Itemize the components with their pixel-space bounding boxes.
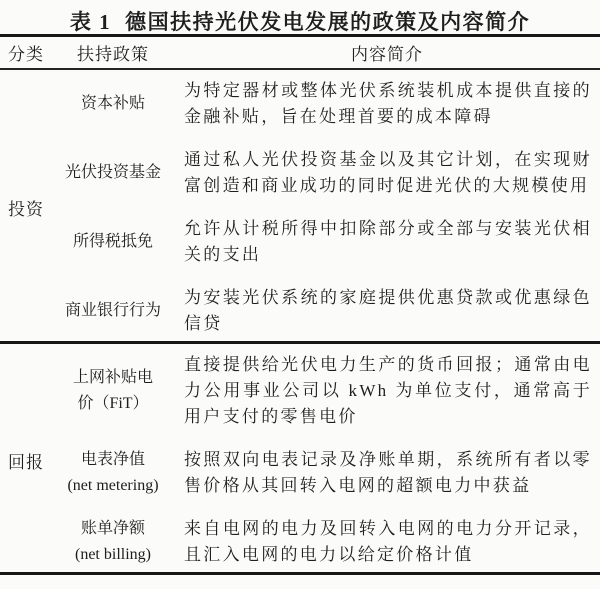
- table-title: [0, 0, 600, 32]
- category-cell: 回报: [8, 452, 44, 472]
- section-investment: [0, 70, 600, 341]
- description-cell: 通过私人光伏投资基金以及其它计划，在实现财富创造和商业成功的同时促进光伏的大规模使用: [184, 150, 592, 195]
- policy-cell: [52, 365, 174, 417]
- description-cell: 为特定器材或整体光伏系统装机成本提供直接的金融补贴，旨在处理首要的成本障碍: [184, 81, 592, 126]
- description-cell: 按照双向电表记录及净账单期，系统所有者以零售价格从其回转入电网的超额电力中获益: [184, 450, 592, 495]
- policy-label: 价（FiT）: [77, 395, 149, 412]
- table-row: [52, 147, 600, 199]
- table-number: 表 1: [69, 10, 112, 34]
- bottom-rule: [0, 572, 600, 575]
- table-row: [52, 285, 600, 337]
- table-caption: 德国扶持光伏发电发展的政策及内容简介: [125, 10, 531, 34]
- policy-label: 电表净值: [80, 451, 145, 468]
- policy-label: 上网补贴电: [72, 369, 153, 386]
- policy-cell: [52, 229, 174, 255]
- policy-label: 商业银行行为: [64, 302, 161, 319]
- policy-cell: [52, 447, 174, 499]
- policy-cell: [52, 160, 174, 186]
- table-row: [52, 516, 600, 568]
- category-cell: 投资: [8, 200, 44, 219]
- table-row: [52, 216, 600, 268]
- section-rows: [52, 78, 600, 337]
- section-rows: [52, 352, 600, 568]
- table-row: [52, 78, 600, 130]
- policy-label: (net metering): [67, 477, 159, 494]
- header-policy: 扶持政策: [77, 45, 149, 64]
- policy-cell: [52, 91, 174, 117]
- section-returns: [0, 344, 600, 572]
- policy-label: 资本补贴: [80, 95, 145, 112]
- description-cell: 来自电网的电力及回转入电网的电力分开记录，且汇入电网的电力以给定价格计值: [184, 519, 592, 564]
- description-cell: 直接提供给光伏电力生产的货币回报；通常由电力公用事业公司以 kWh 为单位支付，通常高于用户支付的零售电价: [184, 355, 592, 426]
- table-row: [52, 447, 600, 499]
- header-description: 内容简介: [351, 45, 423, 64]
- policy-cell: [52, 516, 174, 568]
- policy-cell: [52, 298, 174, 324]
- description-cell: 允许从计税所得中扣除部分或全部与安装光伏相关的支出: [184, 219, 592, 264]
- policy-label: 光伏投资基金: [64, 164, 161, 181]
- header-category: 分类: [8, 45, 44, 64]
- policy-label: (net billing): [75, 546, 151, 563]
- policy-label: 账单净额: [80, 520, 145, 537]
- table-row: [52, 352, 600, 430]
- policy-label: 所得税抵免: [72, 233, 153, 250]
- description-cell: 为安装光伏系统的家庭提供优惠贷款或优惠绿色信贷: [184, 288, 592, 333]
- table-header-row: [0, 37, 600, 68]
